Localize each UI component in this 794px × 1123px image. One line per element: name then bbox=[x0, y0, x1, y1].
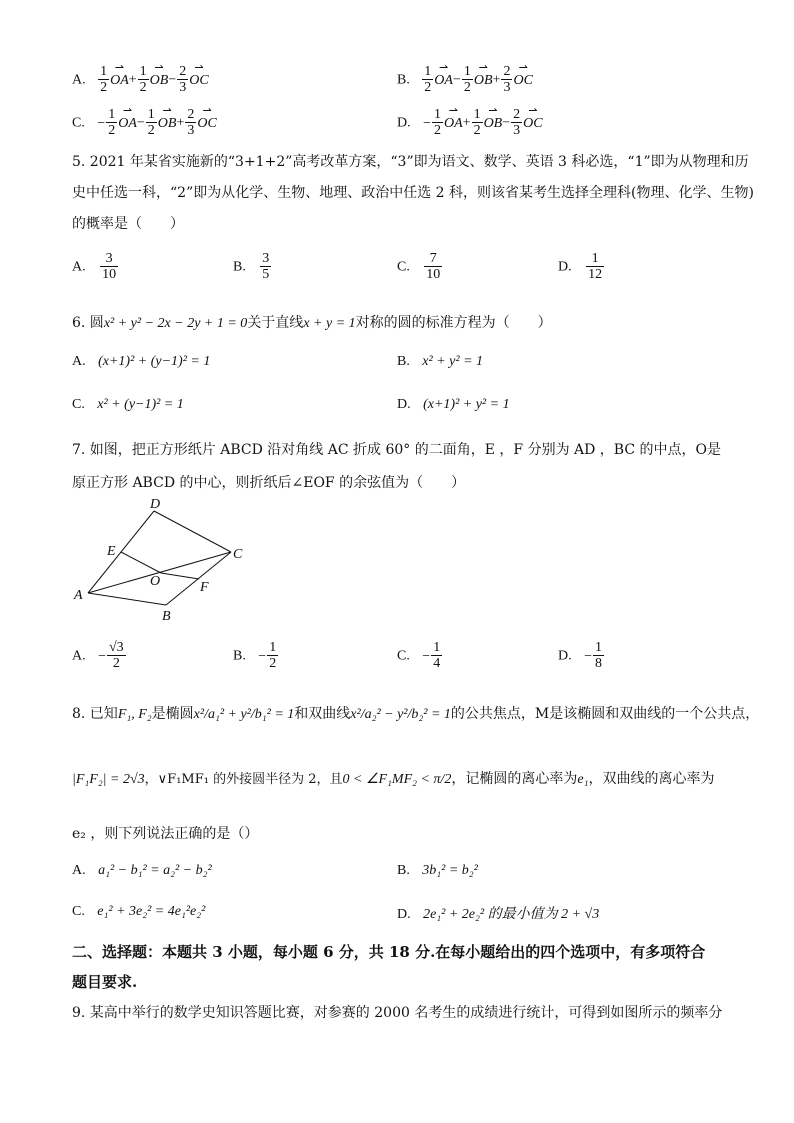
q4-option-b: B. $\frac{1}{2}$ ⇀ OA− $\frac{1}{2}$ ⇀ OB+ $\frac{2}{3}$ ⇀ OC bbox=[397, 64, 533, 95]
section-2-heading-line-1: 二、选择题：本题共 3 小题，每小题 6 分，共 18 分.在每小题给出的四个选项中，有多项符合 bbox=[72, 943, 706, 961]
q6-option-c: C. x² + (y−1)² = 1 bbox=[72, 397, 184, 412]
q5-option-b: B. $\frac{3}{5}$ bbox=[233, 251, 270, 282]
q7-option-b: B. − $\frac{1}{2}$ bbox=[233, 640, 277, 671]
q8-option-c: C. e₁² + 3e₂² = 4e₁²e₂² bbox=[72, 904, 206, 919]
q5-option-d: D. $\frac{1}{12}$ bbox=[558, 251, 603, 282]
label-b: B bbox=[162, 609, 171, 624]
q7-line-2: 原正方形 ABCD 的中心，则折纸后∠EOF 的余弦值为（ ） bbox=[72, 475, 466, 491]
q4-option-c: C. − $\frac{1}{2}$ ⇀ OA− $\frac{1}{2}$ ⇀ OB+ $\frac{2}{3}$ ⇀ OC bbox=[72, 107, 217, 138]
q5-option-a: A. $\frac{3}{10}$ bbox=[72, 251, 117, 282]
label-e: E bbox=[107, 544, 116, 559]
q4-option-d: D. − $\frac{1}{2}$ ⇀ OA+ $\frac{1}{2}$ ⇀ OB− $\frac{2}{3}$ ⇀ OC bbox=[397, 107, 543, 138]
segment-eo bbox=[121, 552, 161, 573]
q7-figure bbox=[66, 495, 286, 625]
section-2-heading-line-2: 题目要求. bbox=[72, 973, 138, 991]
label-a: A bbox=[74, 588, 83, 603]
q9-line-1: 9. 某高中举行的数学史知识答题比赛，对参赛的 2000 名考生的成绩进行统计，可得到如图所示的频率分 bbox=[72, 1005, 723, 1021]
q6-option-d: D. (x+1)² + y² = 1 bbox=[397, 397, 510, 412]
q4-option-a: A. $\frac{1}{2}$ ⇀ OA+ $\frac{1}{2}$ ⇀ OB− $\frac{2}{3}$ ⇀ OC bbox=[72, 64, 209, 95]
q8-line-3: e₂ ，则下列说法正确的是（） bbox=[72, 826, 259, 842]
q5-line-2: 史中任选一科，“2”即为从化学、生物、地理、政治中任选 2 科，则该省某考生选择全理科(物理、化学、生物) bbox=[72, 185, 754, 201]
q7-line-1: 7. 如图，把正方形纸片 ABCD 沿对角线 AC 折成 60° 的二面角，E ，F 分别为 AD ，BC 的中点，O是 bbox=[72, 442, 721, 458]
q5-line-3: 的概率是（ ） bbox=[72, 216, 184, 232]
label-f: F bbox=[200, 580, 209, 595]
q7-option-a: A. − $\frac{√3}{2}$ bbox=[72, 640, 124, 671]
q7-option-d: D. − $\frac{1}{8}$ bbox=[558, 640, 602, 671]
q5-line-1: 5. 2021 年某省实施新的“3+1+2”高考改革方案，“3”即为语文、数学、英语 3 科必选，“1”即为从物理和历 bbox=[72, 154, 749, 170]
q8-line-2: |F₁F₂| = 2√3，∨F₁MF₁ 的外接圆半径为 2，且0 < ∠F₁MF₂ < π/2，记椭圆的离心率为e₁，双曲线的离心率为 bbox=[72, 771, 715, 787]
q7-option-c: C. − $\frac{1}{4}$ bbox=[397, 640, 441, 671]
q6-option-a: A. (x+1)² + (y−1)² = 1 bbox=[72, 354, 211, 369]
q8-option-a: A. a₁² − b₁² = a₂² − b₂² bbox=[72, 863, 212, 878]
label-d: D bbox=[150, 497, 161, 512]
label-o: O bbox=[150, 574, 161, 589]
q6-option-b: B. x² + y² = 1 bbox=[397, 354, 484, 369]
q5-option-c: C. $\frac{7}{10}$ bbox=[397, 251, 441, 282]
q8-option-d: D. 2e₁² + 2e₂² 的最小值为 2 + √3 bbox=[397, 907, 600, 922]
label-c: C bbox=[233, 547, 243, 562]
q8-option-b: B. 3b₁² = b₂² bbox=[397, 863, 478, 878]
segment-dc bbox=[154, 511, 231, 552]
q6-stem: 6. 圆x² + y² − 2x − 2y + 1 = 0关于直线x + y = 1对称的圆的标准方程为（ ） bbox=[72, 315, 552, 331]
segment-ab bbox=[88, 593, 166, 605]
segment-of bbox=[161, 573, 199, 579]
q8-line-1: 8. 已知F₁, F₂是椭圆x²/a₁² + y²/b₁² = 1和双曲线x²/a₂² − y²/b₂² = 1的公共焦点，M是该椭圆和双曲线的一个公共点， bbox=[72, 706, 760, 722]
